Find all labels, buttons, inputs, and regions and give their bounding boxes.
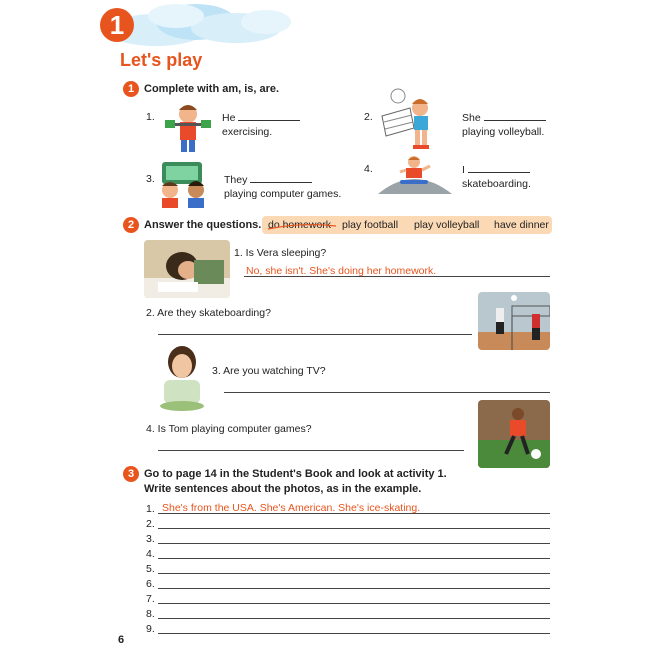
example-answer[interactable]: She's from the USA. She's American. She's ice-skating. — [162, 502, 421, 514]
boy-lifting-weights-icon — [160, 100, 216, 156]
line-number: 5. — [146, 563, 155, 575]
line-number: 4. — [146, 548, 155, 560]
exercise-instruction: Complete with am, is, are. — [144, 83, 280, 95]
boy-skateboarding-icon — [376, 154, 454, 198]
item-subject: He — [222, 112, 236, 124]
girl-playing-volleyball-icon — [380, 88, 440, 152]
page-number: 6 — [118, 634, 125, 646]
phrase-item: play volleyball — [414, 219, 480, 231]
item-sentence — [222, 110, 300, 139]
question-text: 2. Are they skateboarding? — [146, 307, 271, 319]
line-number: 2. — [146, 518, 155, 530]
answer-line[interactable] — [158, 618, 550, 619]
answer-text[interactable]: No, she isn't. She's doing her homework. — [246, 265, 437, 277]
exercise-instruction: Write sentences about the photos, as in the example. — [144, 483, 422, 495]
line-number: 8. — [146, 608, 155, 620]
answer-line[interactable] — [158, 573, 550, 574]
item-rest: playing computer games. — [224, 188, 342, 200]
writing-line-row — [146, 502, 550, 517]
item-number: 4. — [364, 163, 373, 175]
writing-line-row — [146, 532, 550, 547]
line-number: 6. — [146, 578, 155, 590]
writing-line-row — [146, 562, 550, 577]
writing-line-row — [146, 592, 550, 607]
exercise-instruction: Go to page 14 in the Student's Book and look at activity 1. — [144, 468, 447, 480]
item-number: 2. — [364, 111, 373, 123]
answer-line[interactable] — [158, 588, 550, 589]
exercise-instruction: Answer the questions. — [144, 219, 262, 231]
question-text: 3. Are you watching TV? — [212, 365, 326, 377]
phrase-item: have dinner — [494, 219, 549, 231]
item-sentence — [224, 172, 341, 201]
writing-line-row — [146, 577, 550, 592]
writing-line-row — [146, 517, 550, 532]
item-subject: I — [462, 164, 465, 176]
page-title: Let's play — [120, 50, 203, 70]
item-number: 1. — [146, 111, 155, 123]
line-number: 3. — [146, 533, 155, 545]
answer-blank[interactable] — [238, 110, 300, 121]
line-number: 7. — [146, 593, 155, 605]
item-rest: skateboarding. — [462, 178, 531, 190]
line-number: 1. — [146, 503, 155, 515]
writing-line-row — [146, 622, 550, 637]
exercise-number-badge: 3 — [123, 466, 139, 482]
phrase-item: do homework — [268, 219, 332, 231]
answer-line[interactable] — [244, 276, 550, 277]
kids-playing-computer-icon — [156, 158, 216, 208]
answer-line[interactable] — [158, 558, 550, 559]
answer-line[interactable] — [158, 334, 472, 335]
volleyball-photo — [478, 292, 550, 350]
answer-line[interactable] — [158, 450, 464, 451]
item-rest: playing volleyball. — [462, 126, 545, 138]
girl-eating-photo — [148, 342, 216, 412]
answer-line[interactable] — [158, 633, 550, 634]
answer-blank[interactable] — [468, 162, 530, 173]
item-subject: They — [224, 174, 248, 186]
answer-line[interactable] — [158, 528, 550, 529]
exercise-number-badge: 2 — [123, 217, 139, 233]
girl-homework-photo — [144, 240, 230, 298]
answer-line[interactable] — [158, 543, 550, 544]
exercise-number-badge: 1 — [123, 81, 139, 97]
question-text: 4. Is Tom playing computer games? — [146, 423, 312, 435]
item-sentence — [462, 110, 546, 139]
item-rest: exercising. — [222, 126, 273, 138]
writing-line-row — [146, 547, 550, 562]
phrase-item: play football — [342, 219, 399, 231]
unit-number-badge: 1 — [100, 8, 134, 42]
item-number: 3. — [146, 173, 155, 185]
writing-lines — [146, 502, 550, 637]
answer-blank[interactable] — [484, 110, 546, 121]
answer-line[interactable] — [224, 392, 550, 393]
line-number: 9. — [146, 623, 155, 635]
football-photo — [478, 400, 550, 468]
item-sentence — [462, 162, 531, 191]
question-text: 1. Is Vera sleeping? — [234, 247, 327, 259]
strike-through-mark — [266, 218, 338, 232]
answer-line[interactable] — [158, 603, 550, 604]
answer-blank[interactable] — [250, 172, 312, 183]
item-subject: She — [462, 112, 481, 124]
writing-line-row — [146, 607, 550, 622]
answer-line[interactable] — [158, 513, 550, 514]
